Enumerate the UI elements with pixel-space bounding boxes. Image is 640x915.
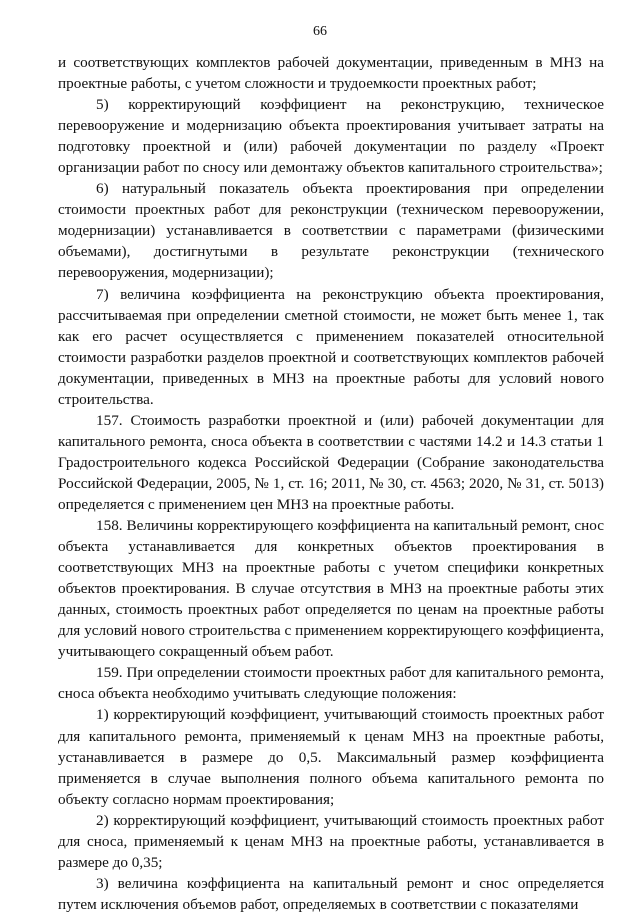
paragraph-157: 157. Стоимость разработки проектной и (или) рабочей документации для капитального ремонта, сноса объекта в соответствии с частями 14.2 и 14.3 статьи 1 Градостроительного кодекса Российской Федерации (Собрание законодательства Российской Федерации, 2005, № 1, ст. 16; 2011, № 30, ст. 4563; 2020, № 31, ст. 5013) определяется с применением цен МНЗ на проектные работы. — [58, 411, 604, 513]
document-body — [58, 52, 604, 915]
page-number: 66 — [313, 24, 327, 39]
paragraph-159: 159. При определении стоимости проектных работ для капитального ремонта, сноса объекта необходимо учитывать следующие положения: — [58, 664, 604, 703]
paragraph-159-item-2: 2) корректирующий коэффициент, учитывающий стоимость проектных работ для сноса, применяемый к ценам МНЗ на проектные работы, устанавливается в размере до 0,35; — [58, 811, 604, 871]
paragraph-159-item-1: 1) корректирующий коэффициент, учитывающий стоимость проектных работ для капитального ремонта, применяемый к ценам МНЗ на проектные работы, устанавливается в размере до 0,5. Максимальный размер коэффициента применяется в случае выполнения полного объема капитального ремонта по объекту согласно нормам проектирования; — [58, 706, 604, 808]
paragraph-159-item-3: 3) величина коэффициента на капитальный ремонт и снос определяется путем исключения объемов работ, определяемых в соответствии с показателями — [58, 874, 604, 913]
paragraph-item-6: 6) натуральный показатель объекта проектирования при определении стоимости проектных работ для реконструкции (техническом перевооружении, модернизации) устанавливается в соответствии с параметрами (физическими объемами), достигнутыми в результате реконструкции (технического перевооружения, модернизации); — [58, 180, 604, 282]
paragraph-continuation: и соответствующих комплектов рабочей документации, приведенным в МНЗ на проектные работы, с учетом сложности и трудоемкости проектных работ; — [58, 54, 604, 93]
paragraph-158: 158. Величины корректирующего коэффициента на капитальный ремонт, снос объекта устанавливается для конкретных объектов проектирования в соответствующих МНЗ на проектные работы с учетом специфики конкретных объектов проектирования. В случае отсутствия в МНЗ на проектные работы этих данных, стоимость проектных работ определяется по ценам на проектные работы для условий нового строительства с применением корректирующего коэффициента, учитывающего сокращенный объем работ. — [58, 517, 604, 661]
paragraph-item-7: 7) величина коэффициента на реконструкцию объекта проектирования, рассчитываемая при определении сметной стоимости, не может быть менее 1, так как его расчет осуществляется с применением показателей относительной стоимости разработки разделов проектной и соответствующих комплектов рабочей документации, приведенных в МНЗ на проектные работы для условий нового строительства. — [58, 285, 604, 408]
paragraph-item-5: 5) корректирующий коэффициент на реконструкцию, техническое перевооружение и модернизацию объекта проектирования учитывает затраты на подготовку проектной и (или) рабочей документации по разделу «Проект организации работ по сносу или демонтажу объектов капитального строительства»; — [58, 96, 604, 177]
